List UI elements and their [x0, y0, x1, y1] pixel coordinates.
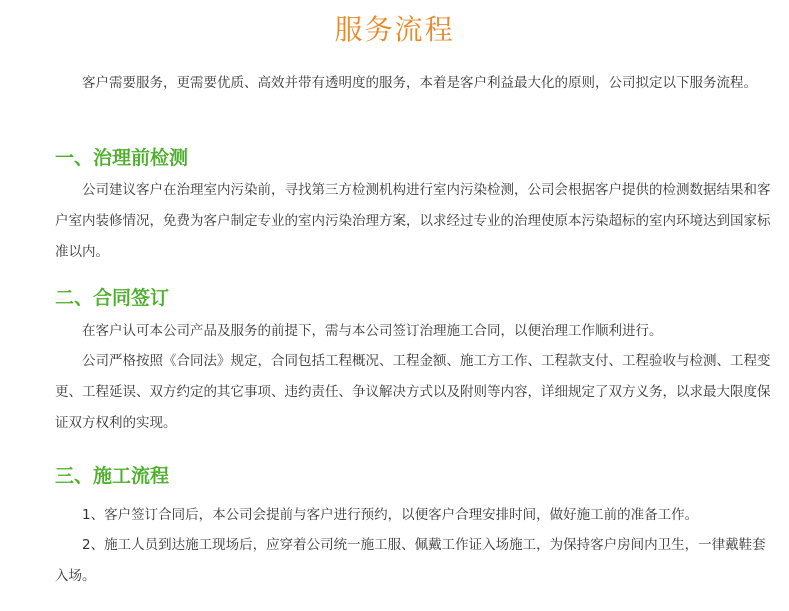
section3-paragraph-1: 1、客户签订合同后，本公司会提前与客户进行预约，以便客户合理安排时间，做好施工前的准备工作。 [82, 507, 699, 523]
section-heading-contract-signing: 二、合同签订 [55, 287, 170, 309]
section3-paragraph-2: 2、施工人员到达施工现场后，应穿着公司统一施工服、佩戴工作证入场施工，为保持客户房间内卫生，一律戴鞋套入场。 [55, 537, 766, 584]
section1-paragraph: 公司建议客户在治理室内污染前，寻找第三方检测机构进行室内污染检测，公司会根据客户提供的检测数据结果和客户室内装修情况，免费为客户制定专业的室内污染治理方案，以求经过专业的治理使原本污染超标的室内环境达到国家标准以内。 [55, 182, 771, 260]
section2-paragraph-1: 在客户认可本公司产品及服务的前提下，需与本公司签订治理施工合同，以便治理工作顺利进行。 [82, 323, 663, 339]
page-title: 服务流程 [334, 13, 455, 46]
intro-paragraph: 客户需要服务，更需要优质、高效并带有透明度的服务，本着是客户利益最大化的原则，公司拟定以下服务流程。 [82, 75, 757, 91]
section-heading-construction-process: 三、施工流程 [55, 465, 170, 487]
section-heading-pre-treatment-testing: 一、治理前检测 [55, 147, 189, 169]
section2-paragraph-2: 公司严格按照《合同法》规定，合同包括工程概况、工程金额、施工方工作、工程款支付、工程验收与检测、工程变更、工程延误、双方约定的其它事项、违约责任、争议解决方式以及附则等内容，详细规定了双方义务，以求最大限度保证双方权利的实现。 [55, 353, 771, 431]
